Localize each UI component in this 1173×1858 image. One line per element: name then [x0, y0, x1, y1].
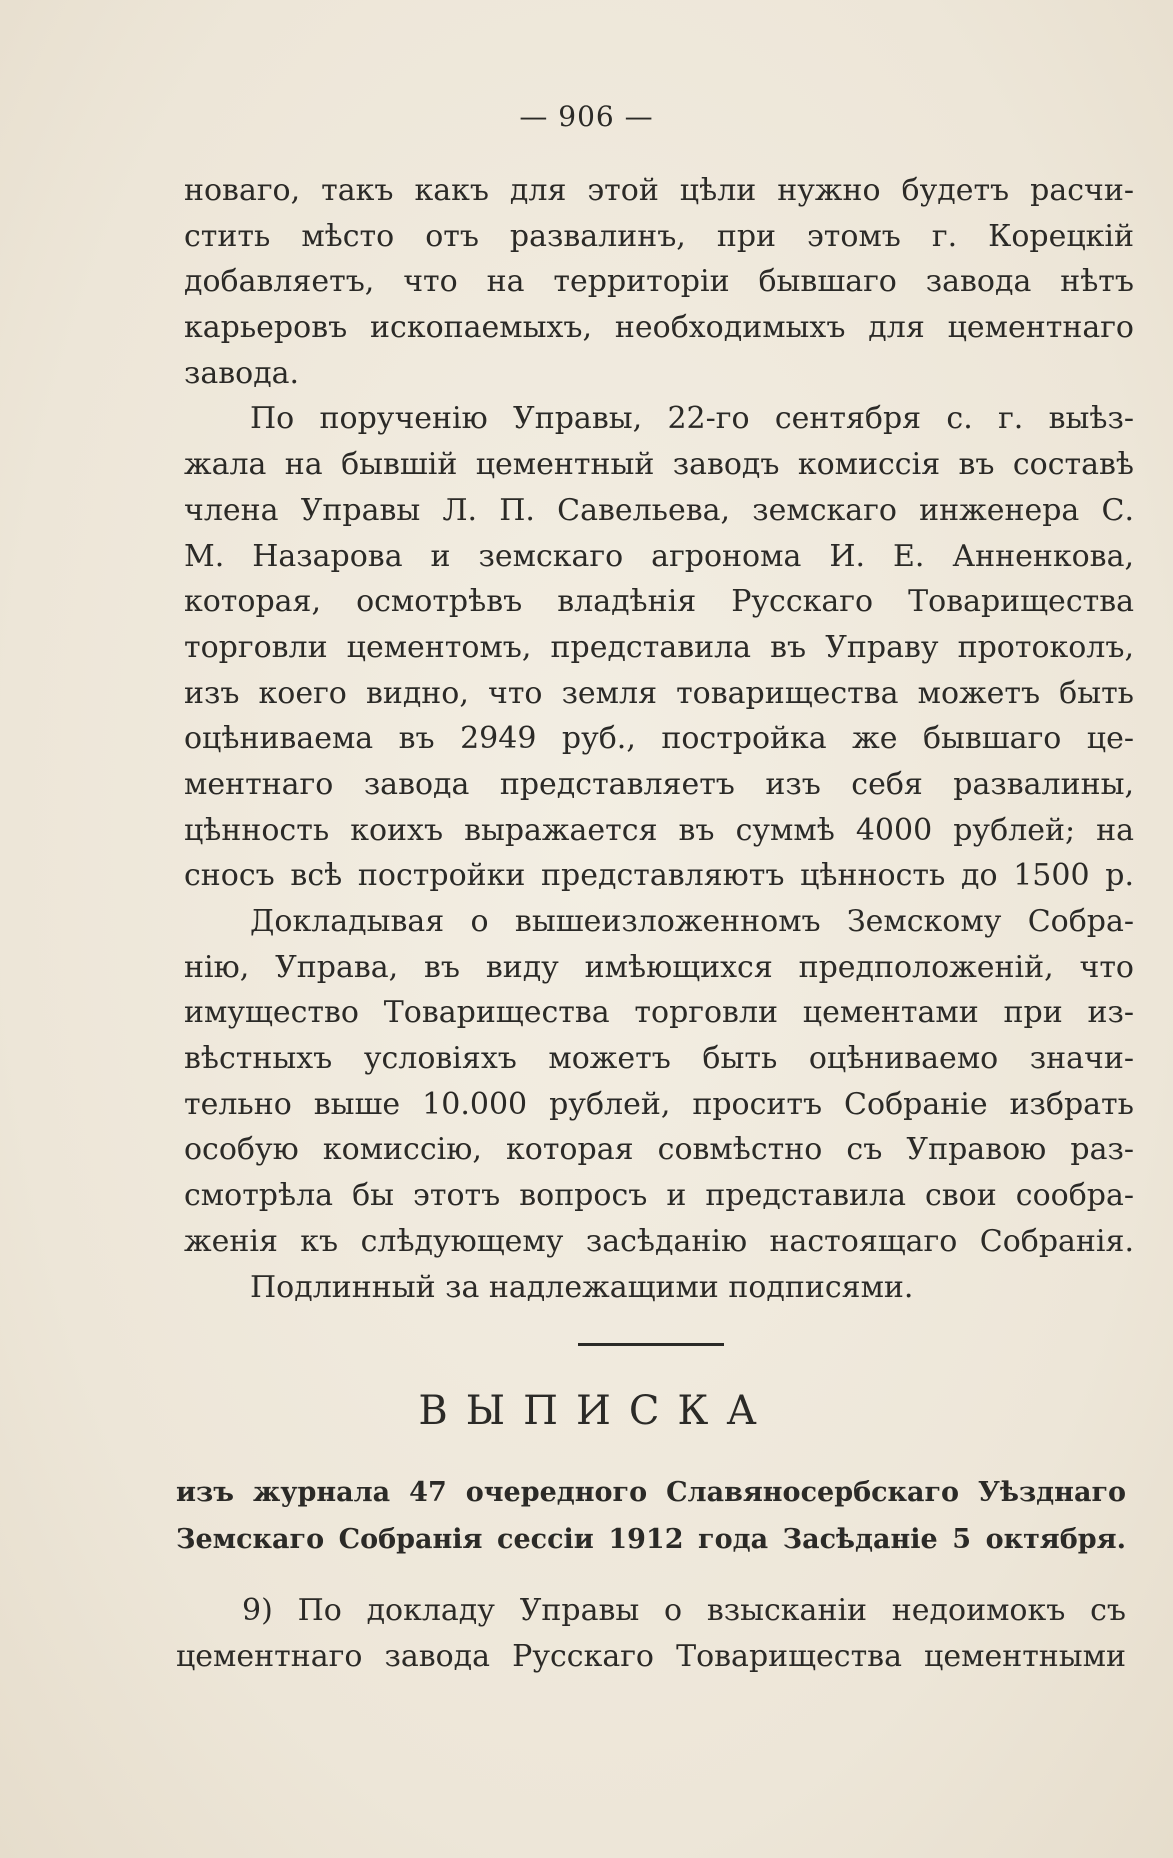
text-line: жала на бывшій цементный заводъ комиссія въ составѣ — [184, 447, 1134, 483]
section-subtitle-line-1: изъ журнала 47 очередного Славяносербскаго Уѣзднаго — [176, 1477, 1126, 1508]
text-line: которая, осмотрѣвъ владѣнія Русскаго Товарищества — [184, 584, 1134, 620]
text-line: члена Управы Л. П. Савельева, земскаго инженера С. — [184, 492, 1134, 528]
section-subtitle-line-2: Земскаго Собранія сессіи 1912 года Засѣданіе 5 октября. — [176, 1524, 1126, 1555]
text-line: смотрѣла бы этотъ вопросъ и представила свои сообра- — [184, 1178, 1134, 1214]
text-line: Докладывая о вышеизложенномъ Земскому Собра- — [250, 904, 1134, 939]
text-line: тельно выше 10.000 рублей, проситъ Собраніе избрать — [184, 1086, 1134, 1122]
text-line: М. Назарова и земскаго агронома И. Е. Анненкова, — [184, 538, 1134, 574]
text-line: женія къ слѣдующему засѣданію настоящаго Собранія. — [184, 1223, 1134, 1259]
text-line: стить мѣсто отъ развалинъ, при этомъ г. Корецкій — [184, 218, 1134, 254]
text-line: вѣстныхъ условіяхъ можетъ быть оцѣниваемо значи- — [184, 1041, 1134, 1077]
text-line: изъ коего видно, что земля товарищества можетъ быть — [184, 675, 1134, 711]
text-line: карьеровъ ископаемыхъ, необходимыхъ для цементнаго — [184, 310, 1134, 346]
text-line: сносъ всѣ постройки представляютъ цѣнность до 1500 р. — [184, 858, 1134, 894]
text-line: 9) По докладу Управы о взысканіи недоимокъ съ — [242, 1593, 1126, 1628]
text-line: добавляетъ, что на территоріи бывшаго завода нѣтъ — [184, 264, 1134, 300]
text-line: цѣнность коихъ выражается въ суммѣ 4000 рублей; на — [184, 812, 1134, 848]
text-line: цементнаго завода Русскаго Товарищества цементными — [176, 1638, 1126, 1674]
text-line: новаго, такъ какъ для этой цѣли нужно будетъ расчи- — [184, 173, 1134, 208]
section-heading: ВЫПИСКА — [418, 1388, 775, 1434]
section-body-text — [176, 1588, 1126, 1679]
text-line: По порученію Управы, 22-го сентября с. г. выѣз- — [250, 401, 1134, 437]
text-line: торговли цементомъ, представила въ Управу протоколъ, — [184, 629, 1134, 665]
text-line: ментнаго завода представляетъ изъ себя развалины, — [184, 766, 1134, 802]
text-line: оцѣниваема въ 2949 руб., постройка же бывшаго це- — [184, 721, 1134, 757]
text-line: Подлинный за надлежащими подписями. — [250, 1269, 914, 1305]
text-line: завода. — [184, 355, 300, 391]
text-line: имущество Товарищества торговли цементами при из- — [184, 995, 1134, 1031]
body-text — [184, 168, 1134, 1310]
text-line: нію, Управа, въ виду имѣющихся предположеній, что — [184, 949, 1134, 985]
text-line: особую комиссію, которая совмѣстно съ Управою раз- — [184, 1132, 1134, 1168]
section-divider — [578, 1343, 724, 1346]
page-number: — 906 — — [519, 100, 654, 133]
